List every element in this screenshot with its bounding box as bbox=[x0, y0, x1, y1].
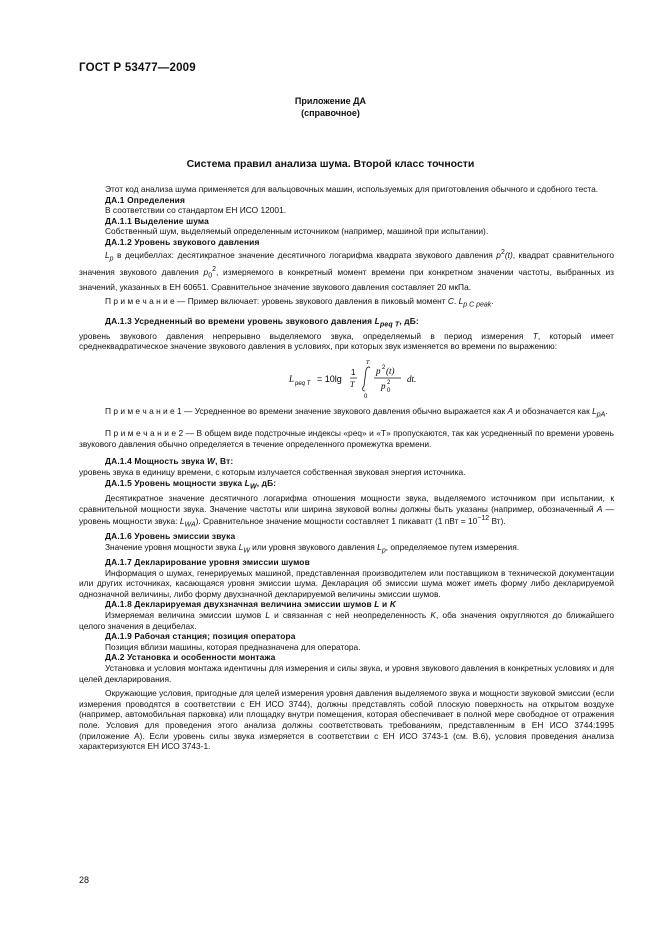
da14-heading: ДА.1.4 Мощность звука W, Вт: bbox=[105, 456, 234, 467]
intro-paragraph: Этот код анализа шума применяется для вальцовочных машин, используемых для приготовления обычного и сдобного теста. bbox=[105, 184, 599, 194]
da14-text: уровень звука в единицу времени, с которым излучается собственная звуковая энергия источника. bbox=[79, 467, 466, 478]
da19-heading: ДА.1.9 Рабочая станция; позиция оператора bbox=[105, 631, 296, 642]
da16-text: Значение уровня мощности звука $L_W$ или уровня звукового давления $L_p$, определяемое путем измерения. bbox=[105, 541, 520, 555]
da13-note2: П р и м е ч а н и е 2 — В общем виде подстрочные индексы «peq» и «T» пропускаются, так как усредненный по времени уровень звукового давления обычно определяется в течение определенного промежутка времени. bbox=[79, 428, 614, 449]
standard-header: ГОСТ Р 53477—2009 bbox=[79, 62, 196, 74]
formula-num: 1 bbox=[351, 368, 356, 377]
da1-heading: ДА.1 Определения bbox=[105, 194, 186, 205]
formula-fnum-sup: 2 bbox=[382, 365, 386, 371]
da11-heading: ДА.1.1 Выделение шума bbox=[105, 215, 209, 226]
formula-fnum-arg: (t) bbox=[386, 366, 395, 376]
da13-heading: ДА.1.3 Усредненный во времени уровень звукового давления $L_{peq T}$, дБ: bbox=[105, 315, 419, 329]
da1-text: В соответствии со стандартом ЕН ИСО 12001. bbox=[105, 205, 287, 216]
da11-text: Собственный шум, выделяемый определенным источником (например, машиной при испытании). bbox=[105, 226, 489, 237]
formula-svg bbox=[289, 355, 489, 401]
da19-text: Позиция вблизи машины, которая предназначена для оператора. bbox=[105, 641, 361, 652]
formula-lhs-sub: peq T bbox=[295, 381, 311, 387]
formula-eq: = 10lg bbox=[317, 374, 342, 384]
da17-heading: ДА.1.7 Декларирование уровня эмиссии шумов bbox=[105, 557, 310, 568]
appendix-name: Приложение ДА bbox=[294, 96, 367, 106]
da17-text: Информация о шумах, генерируемых машиной, представленная производителем или поставщиком в технической документации или других источниках, касающаяся уровня эмиссии шума. Декларация об эмиссии шума может иметь форму либо декларируемой однозначной величины, либо форму двухзначной декларируемой величины эмиссии шумов. bbox=[79, 567, 614, 599]
formula-upper: T bbox=[366, 360, 370, 366]
da18-heading: ДА.1.8 Декларируемая двухзначная величина эмиссии шумов L и K bbox=[105, 599, 397, 610]
da12-note: П р и м е ч а н и е — Пример включает: уровень звукового давления в пиковый момент C. $L_{p C peak}$. bbox=[105, 296, 494, 309]
document-body bbox=[79, 184, 614, 752]
da16-heading: ДА.1.6 Уровень эмиссии звука bbox=[105, 531, 236, 542]
da12-heading: ДА.1.2 Уровень звукового давления bbox=[105, 236, 260, 247]
da18-text: Измеряемая величина эмиссии шумов L и связанная с ней неопределенность K, оба значения округляются до ближайшего целого значения в децибелах. bbox=[79, 609, 614, 631]
da15-text: Десятикратное значение десятичного логарифма отношения мощности звука, выделяемого источником при испытании, к сравнительной мощности звука. Значение частоты или ширина звуковой волны должны быть указаны (например, обозначенный A — уровень мощности звука: $L_{WA}$). Сравнительное значение мощности составляет 1 пикаватт (1 пВт = $10^{-12}$ Вт). bbox=[79, 492, 615, 529]
da15-heading: ДА.1.5 Уровень мощности звука $L_W$, дБ: bbox=[105, 477, 277, 491]
formula-fden-sup: 2 bbox=[387, 380, 391, 386]
formula-dt: dt. bbox=[407, 374, 417, 384]
formula-den: T bbox=[350, 380, 355, 389]
appendix-title bbox=[0, 95, 661, 119]
section-title: Система правил анализа шума. Второй класс точности bbox=[186, 158, 475, 170]
page-number: 28 bbox=[79, 875, 90, 885]
da2-paragraph-2: Окружающие условия, пригодные для целей измерения уровня давления выделяемого звука и мощности звуковой эмиссии (если измерения проводятся в соответствии с ЕН ИСО 3744), должны представлять собой плоскую поверхность на открытом воздухе (например, автомобильная парковка) или площадку внутри помещения, которая обеспечивает в полной мере свободное от отражения поле. Условия для проведения этого анализа должны соответствовать требованиям, представленным в ЕН ИСО 3744:1995 (приложение А). Если уровень силы звука измеряется в соответствии с ЕН ИСО 3743-1 (см. В.6), условия проведения анализа характеризуются ЕН ИСО 3743-1. bbox=[79, 688, 614, 752]
formula-fden: p bbox=[381, 381, 386, 391]
da2-heading: ДА.2 Установка и особенности монтажа bbox=[105, 652, 276, 663]
formula-lhs: L bbox=[289, 374, 295, 384]
da12-text: $L_p$ в децибеллах: десятикратное значение десятичного логарифма квадрата звукового давления $p^2(t)$, квадрат сравнительного значения звукового давления $p_0^2$, измеряемого в конкретный момент времени при конкретном значении частоты, выбранных из значений, указанных в ЕН 60651. Сравнительное значение звукового давления составляет 20 мкПа. bbox=[79, 248, 614, 292]
formula-fnum: p bbox=[376, 366, 381, 376]
formula-fden-sub: 0 bbox=[387, 388, 391, 394]
da13-text: уровень звукового давления непрерывно выделяемого звука, определяемый в период измерения T, который имеет среднеквадратическое значение звукового давления в условиях, при которых звук изменяется во времени по выражению: bbox=[79, 330, 615, 352]
formula-leq bbox=[79, 355, 614, 401]
da13-note1: П р и м е ч а н и е 1 — Усредненное во времени значение звукового давления обычно выражается как A и обозначается как $L_{pA}$. bbox=[105, 406, 608, 419]
formula-lower: 0 bbox=[364, 394, 368, 400]
da2-paragraph-1: Установка и условия монтажа идентичны для измерения и силы звука, и уровня звукового давления в конкретных условиях и для целей декларирования. bbox=[79, 662, 614, 684]
integral-sign bbox=[363, 367, 370, 391]
appendix-subtitle: (справочное) bbox=[301, 108, 360, 118]
